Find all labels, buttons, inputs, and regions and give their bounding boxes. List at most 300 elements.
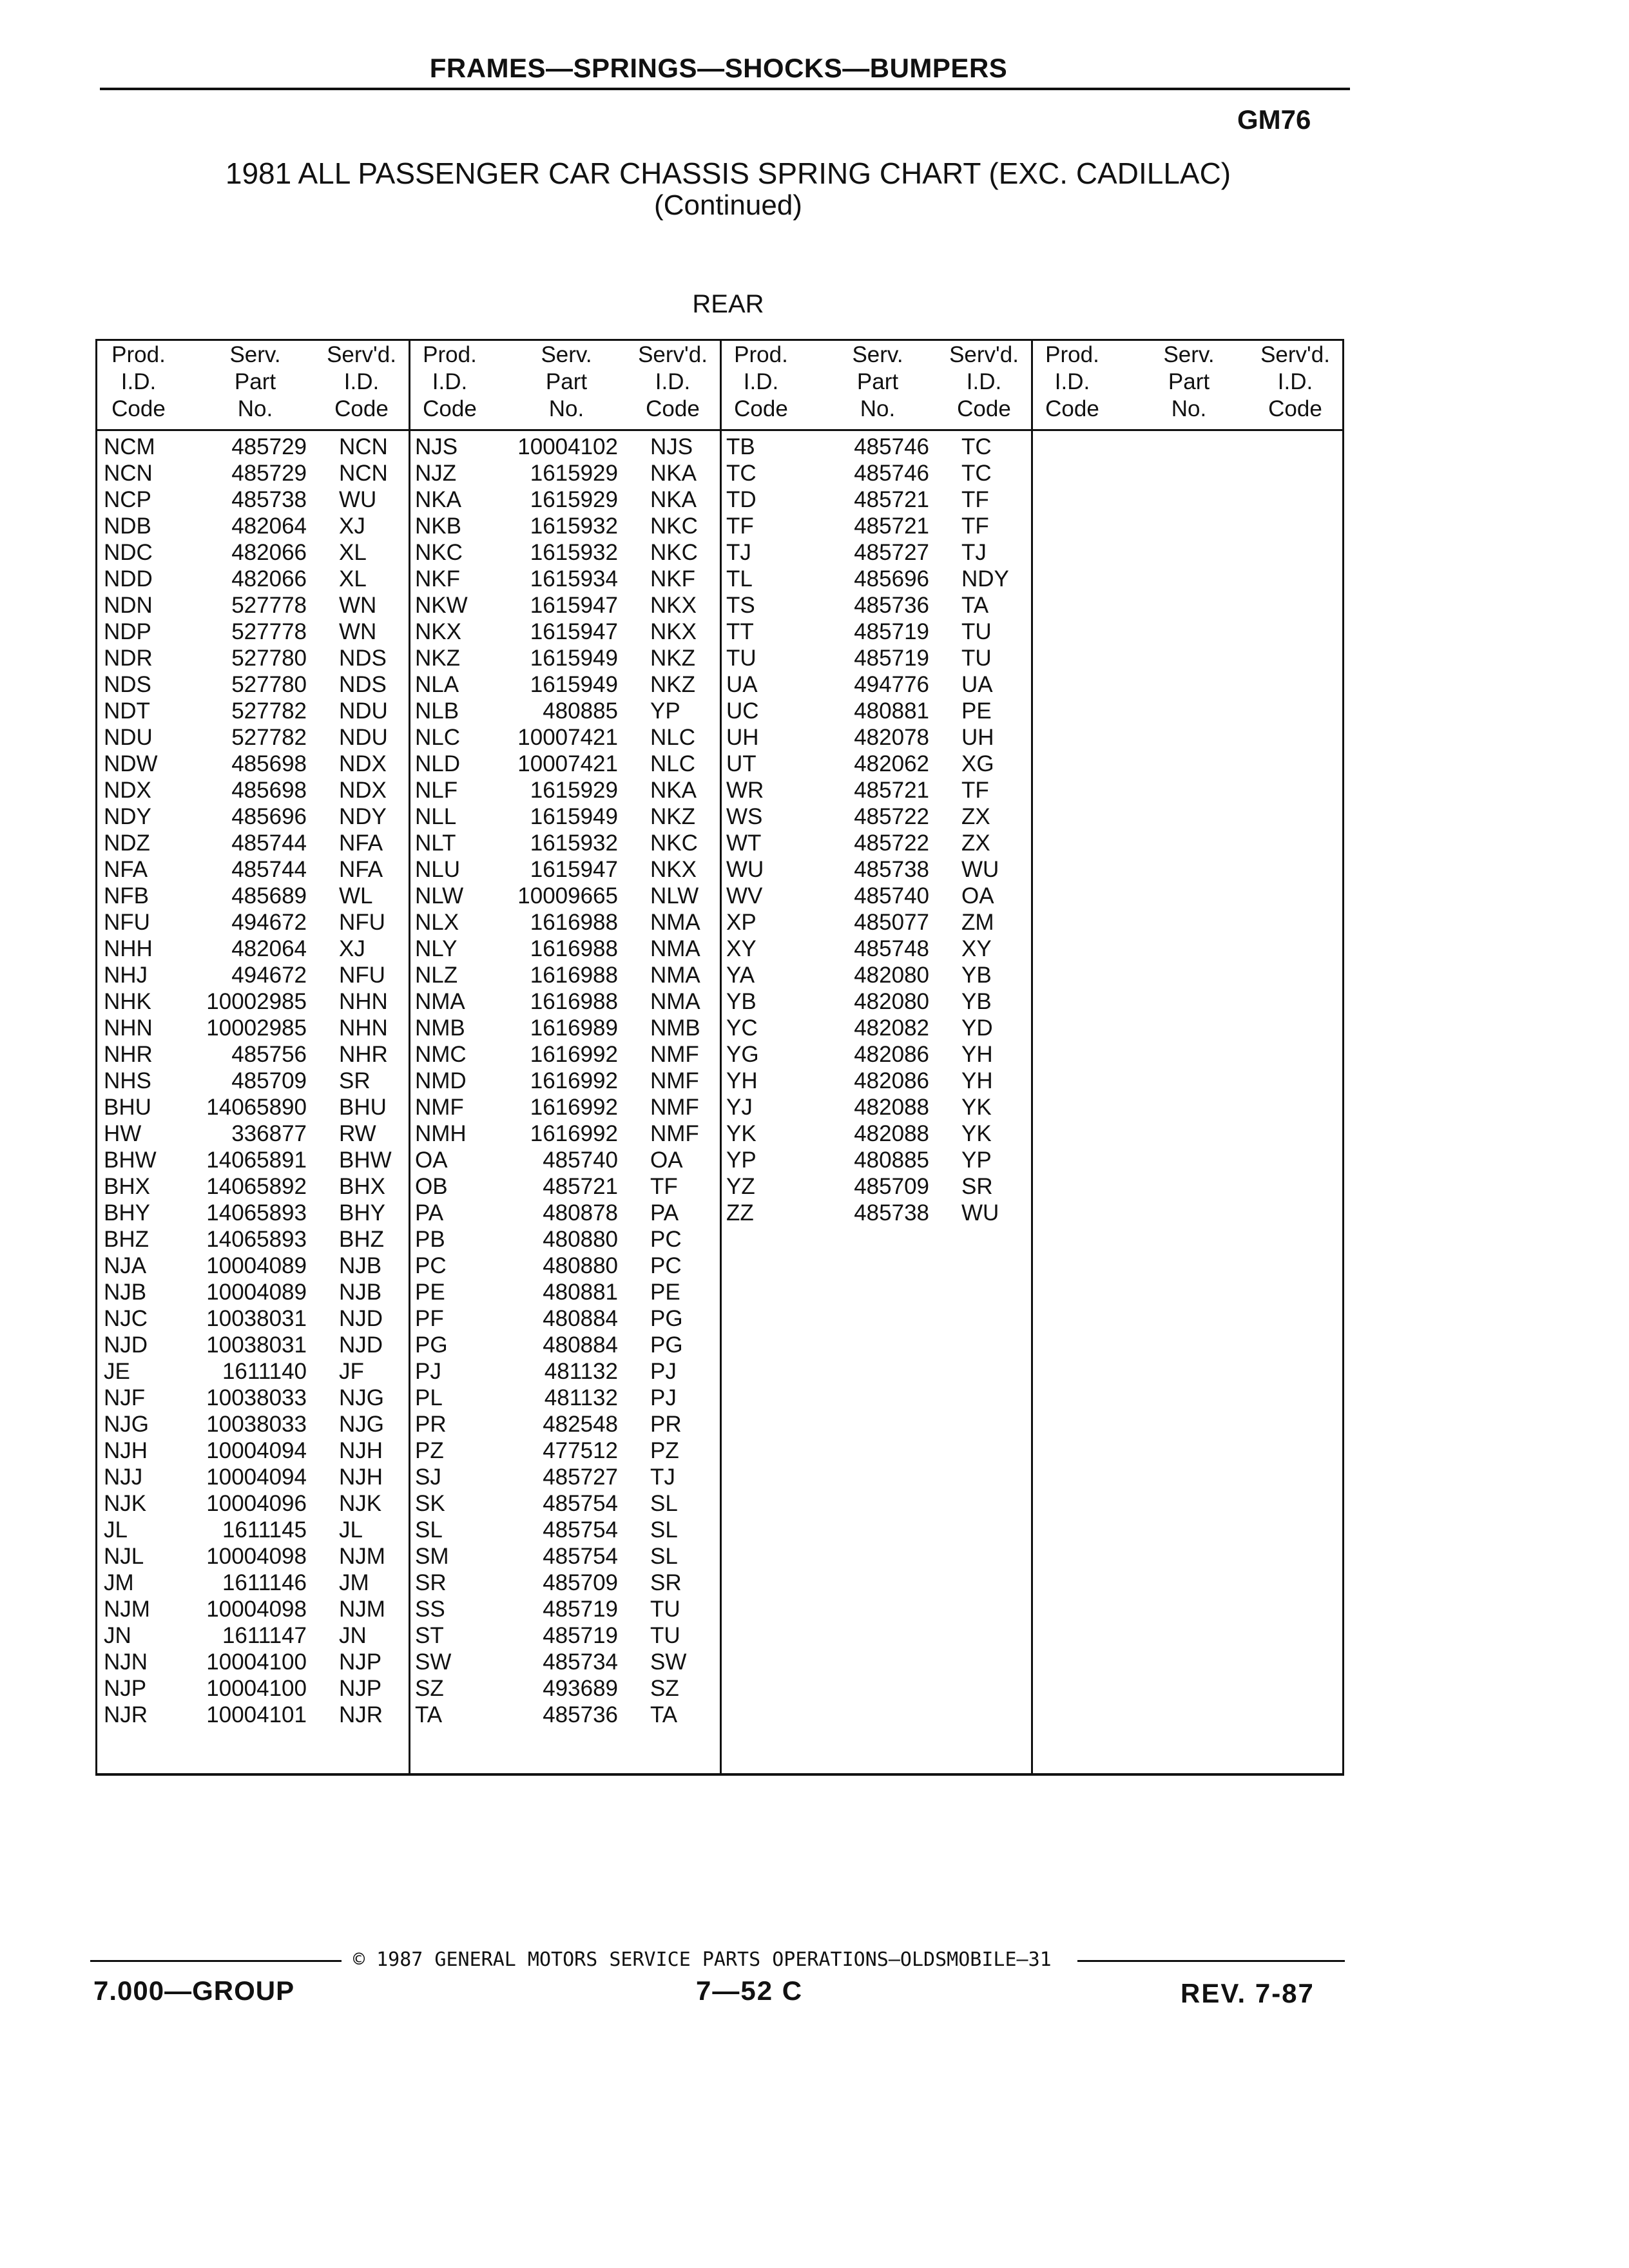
serv-part-no: 480880 [543,1227,618,1252]
servd-id-code: YB [961,989,992,1014]
servd-id-code: NKZ [650,804,695,829]
servd-id-code: WL [339,883,373,908]
table-row [97,1015,409,1042]
col-header-line: No. [237,396,273,421]
col-header-line: I.D. [120,369,157,394]
prod-id-code: NDB [104,514,151,539]
col-header-line: I.D. [432,369,468,394]
servd-id-code: NMA [650,910,700,935]
prod-id-code: NLL [415,804,457,829]
serv-part-no: 485709 [543,1570,618,1595]
servd-id-code: NMF [650,1121,699,1146]
prod-id-code: SM [415,1544,449,1569]
table-block-3 [720,434,1031,1227]
servd-id-code: NMB [650,1015,700,1041]
table-row [720,1121,1031,1148]
prod-id-code: NDX [104,778,151,803]
prod-id-code: YH [726,1068,758,1093]
servd-id-code: NMF [650,1042,699,1067]
table-row [409,751,720,778]
servd-id-code: NJG [339,1412,384,1437]
table-row [409,1438,720,1465]
table-row [409,1465,720,1491]
table-row [97,1597,409,1623]
table-row [409,646,720,672]
table-row [720,1015,1031,1042]
servd-id-code: NDS [339,672,387,697]
servd-id-code: TU [650,1597,680,1622]
table-row [409,434,720,461]
prod-id-code: NJC [104,1306,148,1331]
table-row [720,434,1031,461]
prod-id-code: YB [726,989,757,1014]
table-row [97,461,409,487]
prod-id-code: NJZ [415,461,457,486]
prod-id-code: NLA [415,672,459,697]
servd-id-code: NHN [339,1015,388,1041]
table-row [97,1068,409,1095]
prod-id-code: PR [415,1412,447,1437]
servd-id-code: OA [650,1148,683,1173]
serv-part-no: 1616989 [530,1015,618,1041]
col-header-line: I.D. [743,369,779,394]
prod-id-code: UA [726,672,758,697]
servd-id-code: TU [650,1623,680,1648]
servd-id-code: NJB [339,1253,382,1278]
prod-id-code: SK [415,1491,445,1516]
prod-id-code: TL [726,566,753,591]
servd-id-code: PE [650,1280,680,1305]
serv-part-no: 485738 [231,487,307,512]
servd-id-code: NFU [339,963,385,988]
serv-part-no: 485077 [854,910,929,935]
servd-id-code: NJH [339,1438,383,1463]
table-row [409,963,720,989]
serv-part-no: 485698 [231,778,307,803]
serv-part-no: 527780 [231,672,307,697]
prod-id-code: NLY [415,936,458,961]
servd-id-code: NDU [339,725,388,750]
serv-part-no: 1616988 [530,963,618,988]
serv-part-no: 482082 [854,1015,929,1041]
servd-id-code: NFU [339,910,385,935]
table-row [97,1200,409,1227]
col-header-line: Part [234,369,276,394]
serv-part-no: 485709 [854,1174,929,1199]
top-rule [100,88,1350,90]
servd-id-code: NHR [339,1042,388,1067]
col-header-line: No. [1171,396,1207,421]
table-row [97,1623,409,1649]
table-row [720,566,1031,593]
servd-id-code: SL [650,1517,678,1542]
serv-part-no: 494776 [854,672,929,697]
table-row [409,698,720,725]
prod-id-code: NLF [415,778,458,803]
servd-id-code: NKX [650,619,697,644]
servd-id-code: TA [650,1702,678,1727]
col-header-line: Part [856,369,899,394]
serv-part-no: 10004089 [206,1280,307,1305]
table-row [97,1544,409,1570]
servd-id-code: NMF [650,1095,699,1120]
prod-id-code: TD [726,487,757,512]
servd-id-code: NJG [339,1385,384,1410]
serv-part-no: 1616992 [530,1068,618,1093]
col-header-line: Prod. [111,342,166,367]
prod-id-code: OB [415,1174,448,1199]
table-row [97,1385,409,1412]
serv-part-no: 482548 [543,1412,618,1437]
servd-id-code: XY [961,936,992,961]
table-row [409,1517,720,1544]
servd-id-code: TJ [961,540,987,565]
prod-id-code: NKC [415,540,463,565]
col-header-line: Prod. [423,342,477,367]
table-row [720,1148,1031,1174]
prod-id-code: NHK [104,989,151,1014]
table-row [97,1465,409,1491]
servd-id-code: PG [650,1332,683,1358]
col-header-line: Serv'd. [638,342,708,367]
table-row [409,1148,720,1174]
serv-part-no: 1615934 [530,566,618,591]
prod-id-code: NKA [415,487,461,512]
prod-id-code: WS [726,804,763,829]
serv-part-no: 1611140 [222,1359,307,1384]
col-header-prod [100,341,177,423]
servd-id-code: YB [961,963,992,988]
serv-part-no: 1615949 [530,804,618,829]
col-header-servd [624,341,721,423]
serv-part-no: 485719 [854,619,929,644]
servd-id-code: NJP [339,1649,382,1675]
servd-id-code: WU [961,857,999,882]
servd-id-code: NKZ [650,646,695,671]
serv-part-no: 493689 [543,1676,618,1701]
prod-id-code: HW [104,1121,142,1146]
col-header-line: Code [111,396,166,421]
prod-id-code: TC [726,461,757,486]
prod-id-code: BHU [104,1095,151,1120]
table-row [97,1412,409,1438]
prod-id-code: NDN [104,593,153,618]
prod-id-code: NDS [104,672,151,697]
col-header-line: No. [860,396,896,421]
table-row [97,831,409,857]
serv-part-no: 10038033 [206,1412,307,1437]
serv-part-no: 485689 [231,883,307,908]
servd-id-code: TC [961,434,992,459]
servd-id-code: YD [961,1015,993,1041]
serv-part-no: 485696 [231,804,307,829]
serv-part-no: 10004094 [206,1438,307,1463]
prod-id-code: TT [726,619,754,644]
servd-id-code: XJ [339,514,365,539]
serv-part-no: 10038033 [206,1385,307,1410]
serv-part-no: 1615929 [530,461,618,486]
table-row [97,1570,409,1597]
prod-id-code: NDZ [104,831,150,856]
table-row [97,1359,409,1385]
table-row [97,1517,409,1544]
prod-id-code: SS [415,1597,445,1622]
prod-id-code: XY [726,936,757,961]
table-row [97,1227,409,1253]
col-header-line: Prod. [734,342,788,367]
prod-id-code: NJF [104,1385,146,1410]
serv-part-no: 485709 [231,1068,307,1093]
table-row [720,989,1031,1015]
prod-id-code: NDC [104,540,153,565]
servd-id-code: NJR [339,1702,383,1727]
serv-part-no: 527782 [231,698,307,724]
serv-part-no: 10002985 [206,989,307,1014]
table-row [409,989,720,1015]
prod-id-code: NHJ [104,963,148,988]
prod-id-code: NJJ [104,1465,143,1490]
table-row [97,1702,409,1729]
table-row [720,1095,1031,1121]
serv-part-no: 481132 [544,1385,618,1410]
serv-part-no: 494672 [231,963,307,988]
serv-part-no: 485722 [854,831,929,856]
serv-part-no: 482078 [854,725,929,750]
servd-id-code: JF [339,1359,364,1384]
serv-part-no: 477512 [543,1438,618,1463]
servd-id-code: NKA [650,778,697,803]
prod-id-code: BHX [104,1174,150,1199]
table-row [97,1042,409,1068]
prod-id-code: XP [726,910,757,935]
prod-id-code: NKZ [415,646,460,671]
table-row [409,1095,720,1121]
table-row [97,1253,409,1280]
prod-id-code: NLD [415,751,461,776]
prod-id-code: PZ [415,1438,444,1463]
servd-id-code: BHY [339,1200,385,1225]
table-row [97,725,409,751]
serv-part-no: 485744 [231,831,307,856]
serv-part-no: 485754 [543,1517,618,1542]
prod-id-code: NJM [104,1597,150,1622]
servd-id-code: NJK [339,1491,382,1516]
table-row [409,1280,720,1306]
prod-id-code: BHZ [104,1227,149,1252]
table-row [97,1438,409,1465]
serv-part-no: 1616988 [530,910,618,935]
servd-id-code: NDS [339,646,387,671]
table-row [720,963,1031,989]
col-header-line: I.D. [655,369,691,394]
serv-part-no: 14065892 [206,1174,307,1199]
servd-id-code: NJH [339,1465,383,1490]
prod-id-code: NDW [104,751,158,776]
table-row [409,1702,720,1729]
table-row [97,1491,409,1517]
col-header-line: Code [957,396,1011,421]
prod-id-code: BHW [104,1148,157,1173]
table-row [720,1174,1031,1200]
col-header-line: Part [1168,369,1210,394]
table-row [97,619,409,646]
servd-id-code: NJP [339,1676,382,1701]
prod-id-code: JE [104,1359,130,1384]
prod-id-code: NCN [104,461,153,486]
servd-id-code: NMF [650,1068,699,1093]
prod-id-code: NHS [104,1068,151,1093]
prod-id-code: NDU [104,725,153,750]
prod-id-code: NLW [415,883,464,908]
table-row [97,672,409,698]
servd-id-code: NFA [339,831,383,856]
serv-part-no: 527782 [231,725,307,750]
prod-id-code: YP [726,1148,757,1173]
servd-id-code: TC [961,461,992,486]
serv-part-no: 485740 [543,1148,618,1173]
servd-id-code: YH [961,1042,993,1067]
servd-id-code: BHU [339,1095,387,1120]
prod-id-code: TF [726,514,754,539]
serv-part-no: 10004100 [206,1676,307,1701]
prod-id-code: NCM [104,434,155,459]
serv-part-no: 485696 [854,566,929,591]
serv-part-no: 1616992 [530,1121,618,1146]
serv-part-no: 485721 [854,487,929,512]
servd-id-code: ZX [961,831,990,856]
serv-part-no: 482086 [854,1042,929,1067]
servd-id-code: SR [650,1570,682,1595]
serv-part-no: 1615929 [530,778,618,803]
table-row [720,751,1031,778]
serv-part-no: 485729 [231,434,307,459]
serv-part-no: 1611146 [222,1570,307,1595]
serv-part-no: 485746 [854,434,929,459]
prod-id-code: NDD [104,566,153,591]
table-row [409,1649,720,1676]
servd-id-code: NJD [339,1306,383,1331]
serv-part-no: 485727 [854,540,929,565]
col-header-serv [1128,341,1250,423]
prod-id-code: NFA [104,857,148,882]
table-row [409,1253,720,1280]
prod-id-code: BHY [104,1200,150,1225]
prod-id-code: PF [415,1306,444,1331]
prod-id-code: NJA [104,1253,147,1278]
column-divider [1031,339,1033,1773]
table-row [409,804,720,831]
table-row [97,434,409,461]
servd-id-code: TU [961,646,992,671]
page-title: 1981 ALL PASSENGER CAR CHASSIS SPRING CHART (EXC. CADILLAC) [225,157,1231,190]
table-row [97,1148,409,1174]
table-row [409,1676,720,1702]
prod-id-code: YK [726,1121,757,1146]
table-row [409,1068,720,1095]
table-row [720,646,1031,672]
servd-id-code: WU [961,1200,999,1225]
section-title: FRAMES—SPRINGS—SHOCKS—BUMPERS [429,53,1008,83]
servd-id-code: NCN [339,461,388,486]
servd-id-code: WU [339,487,377,512]
prod-id-code: NHR [104,1042,153,1067]
serv-part-no: 485719 [543,1597,618,1622]
serv-part-no: 485721 [854,514,929,539]
serv-part-no: 14065893 [206,1227,307,1252]
serv-part-no: 482080 [854,963,929,988]
serv-part-no: 1616988 [530,936,618,961]
table-row [97,989,409,1015]
servd-id-code: NLW [650,883,699,908]
table-row [720,778,1031,804]
table-row [409,619,720,646]
serv-part-no: 480878 [543,1200,618,1225]
serv-part-no: 336877 [231,1121,307,1146]
col-header-servd [1247,341,1344,423]
spring-chart-table [95,339,1344,1776]
prod-id-code: TJ [726,540,751,565]
prod-id-code: YG [726,1042,759,1067]
table-row [97,593,409,619]
prod-id-code: NJR [104,1702,148,1727]
prod-id-code: NLZ [415,963,458,988]
servd-id-code: NDY [339,804,387,829]
table-row [97,883,409,910]
serv-part-no: 527780 [231,646,307,671]
col-header-line: Code [1268,396,1322,421]
prod-id-code: YC [726,1015,758,1041]
servd-id-code: TU [961,619,992,644]
servd-id-code: NMA [650,989,700,1014]
table-row [409,1174,720,1200]
prod-id-code: JM [104,1570,134,1595]
servd-id-code: NJD [339,1332,383,1358]
table-row [97,487,409,514]
servd-id-code: NKF [650,566,695,591]
servd-id-code: PJ [650,1385,677,1410]
servd-id-code: NJS [650,434,693,459]
prod-id-code: SZ [415,1676,444,1701]
serv-part-no: 482086 [854,1068,929,1093]
servd-id-code: YK [961,1121,992,1146]
serv-part-no: 485736 [854,593,929,618]
servd-id-code: NKC [650,831,698,856]
servd-id-code: UH [961,725,994,750]
serv-part-no: 485754 [543,1491,618,1516]
col-header-serv [816,341,939,423]
serv-part-no: 14065893 [206,1200,307,1225]
table-row [409,566,720,593]
section-label: REAR [692,290,764,318]
servd-id-code: PZ [650,1438,679,1463]
servd-id-code: UA [961,672,993,697]
servd-id-code: SZ [650,1676,679,1701]
prod-id-code: UC [726,698,759,724]
table-row [720,883,1031,910]
prod-id-code: PL [415,1385,443,1410]
servd-id-code: TF [650,1174,678,1199]
prod-id-code: OA [415,1148,448,1173]
table-row [409,1491,720,1517]
serv-part-no: 10004089 [206,1253,307,1278]
serv-part-no: 1616992 [530,1095,618,1120]
serv-part-no: 10004100 [206,1649,307,1675]
table-row [409,1570,720,1597]
servd-id-code: BHX [339,1174,385,1199]
servd-id-code: TJ [650,1465,675,1490]
prod-id-code: NMC [415,1042,467,1067]
serv-part-no: 1616988 [530,989,618,1014]
